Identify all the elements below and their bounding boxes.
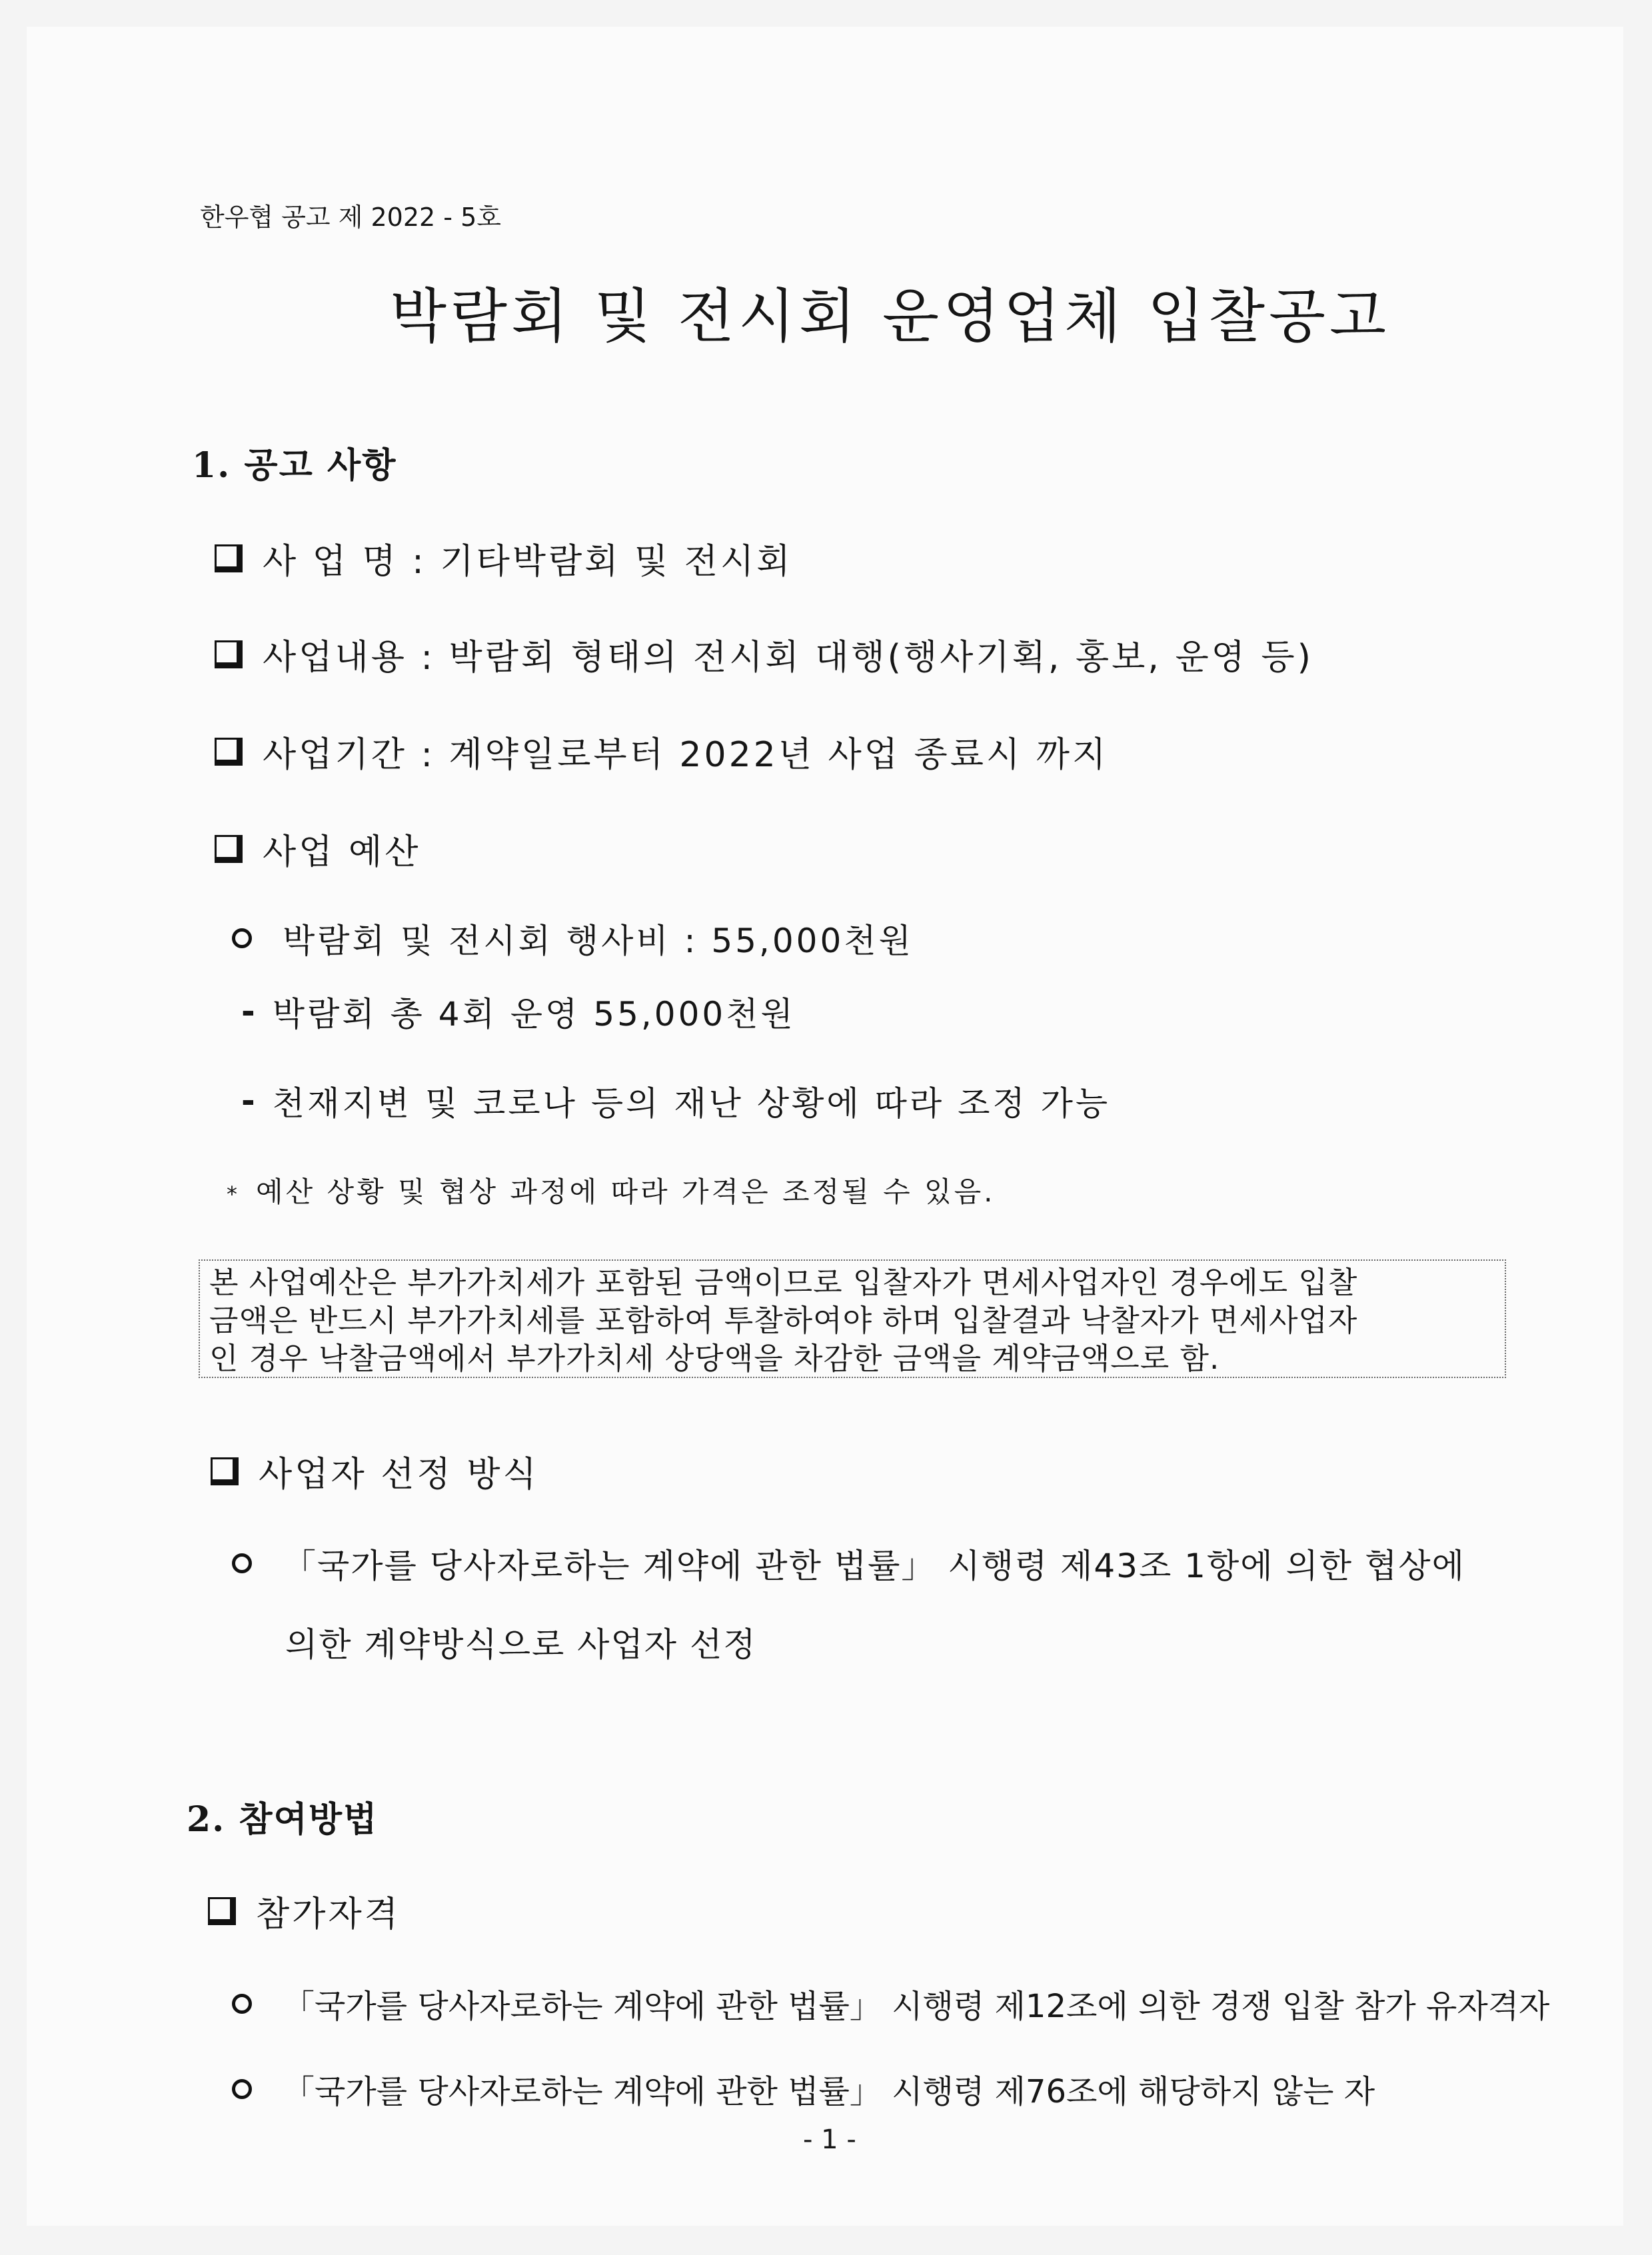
checkbox-square-icon [215, 835, 243, 863]
selection-method-line-2: 의한 계약방식으로 사업자 선정 [285, 1625, 757, 1664]
document-page [27, 27, 1623, 2226]
item-project-period [215, 726, 1108, 776]
asterisk-mark: * [227, 1181, 240, 1207]
vat-notice-line: 인 경우 낙찰금액에서 부가가치세 상당액을 차감한 금액을 계약금액으로 함. [209, 1341, 1220, 1376]
vat-notice-line: 금액은 반드시 부가가치세를 포함하여 투찰하여야 하며 입찰결과 낙찰자가 면세사업자 [209, 1303, 1358, 1338]
budget-detail-text: 박람회 총 4회 운영 55,000천원 [272, 995, 796, 1034]
selection-method-text: 「국가를 당사자로하는 계약에 관한 법률」 시행령 제43조 1항에 의한 협상에 [283, 1547, 1465, 1585]
checkbox-square-icon [208, 1897, 236, 1925]
budget-note-text: 예산 상황 및 협상 과정에 따라 가격은 조정될 수 있음. [256, 1175, 996, 1208]
item-text: 참가자격 [256, 1894, 401, 1934]
circle-bullet-icon [232, 2079, 252, 2099]
item-project-content [215, 629, 1313, 679]
item-project-name [215, 533, 792, 583]
document-title: 박람회 및 전시회 운영업체 입찰공고 [390, 282, 1391, 351]
item-text: 사 업 명 : 기타박람회 및 전시회 [263, 542, 793, 582]
section-1-heading: 1. 공고 사항 [192, 445, 397, 486]
budget-detail [241, 988, 796, 1036]
qualification-line [232, 2066, 1375, 2112]
item-text: 사업기간 : 계약일로부터 2022년 사업 종료시 까지 [263, 735, 1109, 775]
dash-bullet: - [241, 1082, 258, 1120]
budget-detail [241, 1077, 1110, 1125]
checkbox-square-icon [215, 544, 243, 572]
section-2-heading: 2. 참여방법 [187, 1799, 379, 1840]
item-text: 사업 예산 [263, 832, 421, 872]
item-project-budget [215, 824, 420, 874]
vat-notice-box [199, 1259, 1506, 1378]
notice-number: 한우협 공고 제 2022 - 5호 [200, 203, 501, 232]
item-selection-method [211, 1446, 539, 1496]
qualification-line [232, 1980, 1549, 2026]
selection-method-line [232, 1539, 1465, 1587]
circle-bullet-icon [232, 1994, 252, 2014]
vat-notice-line: 본 사업예산은 부가가치세가 포함된 금액이므로 입찰자가 면세사업자인 경우에도 입찰 [209, 1265, 1358, 1300]
item-text: 사업내용 : 박람회 형태의 전시회 대행(행사기획, 홍보, 운영 등) [263, 638, 1313, 678]
budget-main-text: 박람회 및 전시회 행사비 : 55,000천원 [283, 922, 914, 960]
dash-bullet: - [241, 992, 258, 1031]
checkbox-square-icon [215, 738, 243, 766]
item-text: 사업자 선정 방식 [259, 1455, 539, 1495]
circle-bullet-icon [232, 928, 252, 948]
page-number: - 1 - [803, 2124, 856, 2155]
checkbox-square-icon [211, 1457, 239, 1485]
item-qualification [208, 1886, 401, 1936]
budget-detail-text: 천재지변 및 코로나 등의 재난 상황에 따라 조정 가능 [272, 1084, 1111, 1123]
circle-bullet-icon [232, 1553, 252, 1573]
qualification-text: 「국가를 당사자로하는 계약에 관한 법률」 시행령 제12조에 의한 경쟁 입찰 참가 유자격자 [283, 1988, 1550, 2025]
budget-note [227, 1170, 996, 1210]
qualification-text: 「국가를 당사자로하는 계약에 관한 법률」 시행령 제76조에 해당하지 않는 자 [283, 2073, 1375, 2110]
checkbox-square-icon [215, 640, 243, 668]
budget-main [232, 914, 914, 962]
